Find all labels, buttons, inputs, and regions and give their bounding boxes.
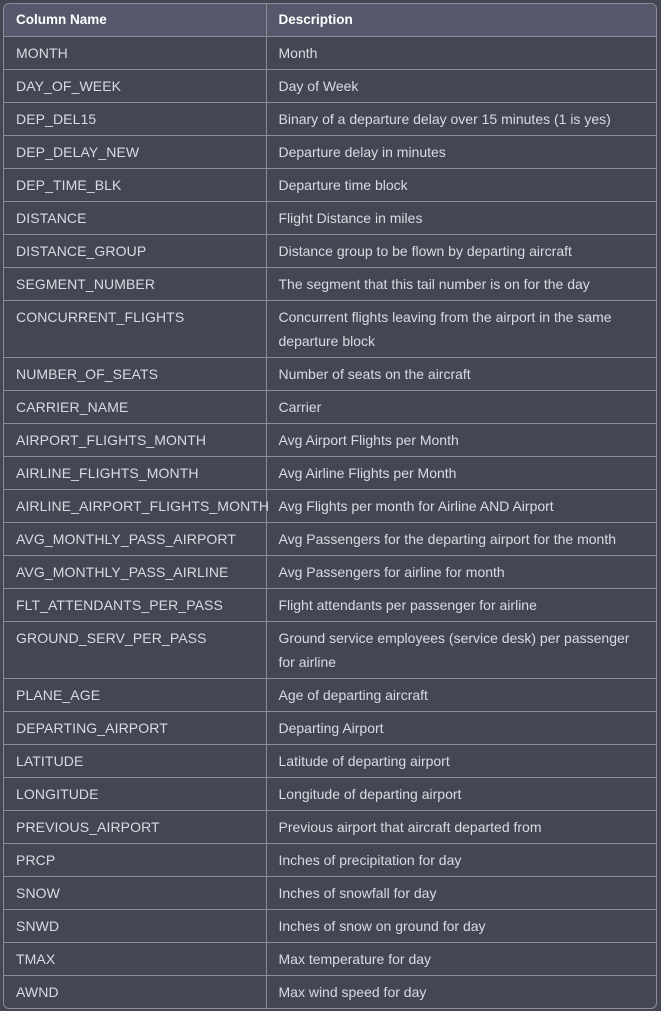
column-name-cell: CARRIER_NAME	[4, 390, 266, 423]
column-name-cell: DEP_TIME_BLK	[4, 168, 266, 201]
column-name-cell: DEPARTING_AIRPORT	[4, 711, 266, 744]
description-cell: Departure time block	[266, 168, 656, 201]
column-name-cell: AIRPORT_FLIGHTS_MONTH	[4, 423, 266, 456]
column-name-cell: SNWD	[4, 909, 266, 942]
description-cell: Carrier	[266, 390, 656, 423]
description-cell: Number of seats on the aircraft	[266, 357, 656, 390]
description-cell: Inches of snow on ground for day	[266, 909, 656, 942]
description-cell: The segment that this tail number is on for the day	[266, 267, 656, 300]
column-name-cell: AVG_MONTHLY_PASS_AIRPORT	[4, 522, 266, 555]
data-dictionary-table	[3, 3, 657, 1009]
description-cell: Avg Passengers for the departing airport for the month	[266, 522, 656, 555]
description-cell: Avg Airline Flights per Month	[266, 456, 656, 489]
description-cell: Max temperature for day	[266, 942, 656, 975]
description-cell: Binary of a departure delay over 15 minutes (1 is yes)	[266, 102, 656, 135]
table-row	[4, 201, 656, 234]
description-cell: Avg Airport Flights per Month	[266, 423, 656, 456]
column-name-cell: CONCURRENT_FLIGHTS	[4, 300, 266, 357]
column-name-cell: PREVIOUS_AIRPORT	[4, 810, 266, 843]
table-row	[4, 777, 656, 810]
description-cell: Flight Distance in miles	[266, 201, 656, 234]
description-cell: Departing Airport	[266, 711, 656, 744]
table-row	[4, 300, 656, 357]
table-row	[4, 102, 656, 135]
description-cell: Avg Passengers for airline for month	[266, 555, 656, 588]
table-row	[4, 234, 656, 267]
header-row	[4, 4, 656, 36]
description-cell: Flight attendants per passenger for airline	[266, 588, 656, 621]
table-row	[4, 588, 656, 621]
table-row	[4, 975, 656, 1008]
table-row	[4, 942, 656, 975]
columns-table	[4, 4, 656, 1008]
table-row	[4, 390, 656, 423]
column-name-cell: FLT_ATTENDANTS_PER_PASS	[4, 588, 266, 621]
table-row	[4, 456, 656, 489]
description-cell: Distance group to be flown by departing aircraft	[266, 234, 656, 267]
column-name-cell: SNOW	[4, 876, 266, 909]
column-name-header: Column Name	[4, 4, 266, 36]
description-cell: Avg Flights per month for Airline AND Airport	[266, 489, 656, 522]
description-cell: Concurrent flights leaving from the airport in the same departure block	[266, 300, 656, 357]
table-row	[4, 909, 656, 942]
column-name-cell: PLANE_AGE	[4, 678, 266, 711]
table-row	[4, 168, 656, 201]
column-name-cell: DISTANCE_GROUP	[4, 234, 266, 267]
description-cell: Inches of precipitation for day	[266, 843, 656, 876]
description-cell: Age of departing aircraft	[266, 678, 656, 711]
table-row	[4, 555, 656, 588]
column-name-cell: SEGMENT_NUMBER	[4, 267, 266, 300]
table-row	[4, 678, 656, 711]
table-row	[4, 267, 656, 300]
column-name-cell: DISTANCE	[4, 201, 266, 234]
table-row	[4, 522, 656, 555]
table-row	[4, 744, 656, 777]
column-name-cell: AIRLINE_FLIGHTS_MONTH	[4, 456, 266, 489]
table-row	[4, 621, 656, 678]
table-body	[4, 36, 656, 1008]
column-name-cell: AIRLINE_AIRPORT_FLIGHTS_MONTH	[4, 489, 266, 522]
table-row	[4, 36, 656, 69]
description-cell: Previous airport that aircraft departed from	[266, 810, 656, 843]
column-name-cell: DEP_DEL15	[4, 102, 266, 135]
description-cell: Longitude of departing airport	[266, 777, 656, 810]
table-row	[4, 357, 656, 390]
column-name-cell: DEP_DELAY_NEW	[4, 135, 266, 168]
description-cell: Departure delay in minutes	[266, 135, 656, 168]
table-row	[4, 876, 656, 909]
column-name-cell: NUMBER_OF_SEATS	[4, 357, 266, 390]
description-cell: Month	[266, 36, 656, 69]
description-cell: Max wind speed for day	[266, 975, 656, 1008]
column-name-cell: TMAX	[4, 942, 266, 975]
column-name-cell: AVG_MONTHLY_PASS_AIRLINE	[4, 555, 266, 588]
column-name-cell: MONTH	[4, 36, 266, 69]
table-row	[4, 135, 656, 168]
description-cell: Ground service employees (service desk) per passenger for airline	[266, 621, 656, 678]
column-name-cell: PRCP	[4, 843, 266, 876]
table-row	[4, 810, 656, 843]
description-cell: Day of Week	[266, 69, 656, 102]
description-cell: Latitude of departing airport	[266, 744, 656, 777]
table-row	[4, 69, 656, 102]
description-header: Description	[266, 4, 656, 36]
table-row	[4, 843, 656, 876]
table-row	[4, 711, 656, 744]
column-name-cell: GROUND_SERV_PER_PASS	[4, 621, 266, 678]
description-cell: Inches of snowfall for day	[266, 876, 656, 909]
column-name-cell: DAY_OF_WEEK	[4, 69, 266, 102]
column-name-cell: LATITUDE	[4, 744, 266, 777]
column-name-cell: LONGITUDE	[4, 777, 266, 810]
table-row	[4, 423, 656, 456]
table-row	[4, 489, 656, 522]
column-name-cell: AWND	[16, 983, 59, 1000]
